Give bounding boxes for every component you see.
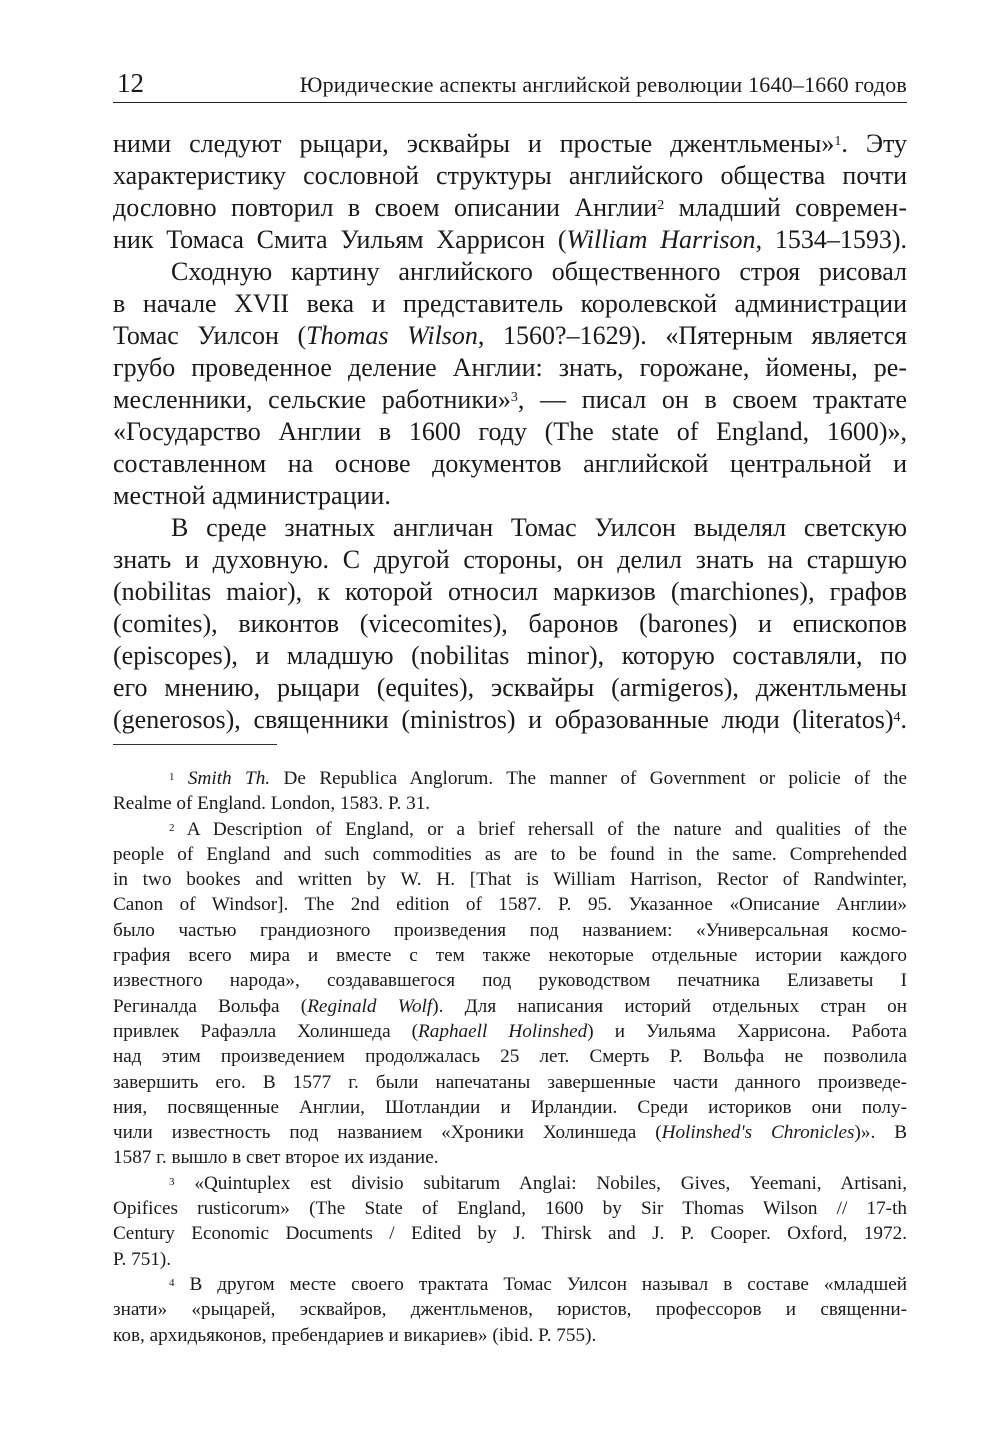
footnote-2: $^2$ A Description of England, or a brief rehersall of the nature and qualities of the people of England and such commodities as are to be found in the same. Comprehended in two bookes and written by W. H. [That is William Harrison, Rector of Randwinter, Canon of Windsor]. The 2nd edition of 1587. P. 95. Указанное «Описание Англии» было частью грандиозного произведения под названием: «Универсальная космо- графия всего мира и вместе с тем также некоторые отдельные истории каждого известного народа», создававшегося под руководством печатника Елизаветы I Региналда Вольфа (Reginald Wolf). Для написания историй отдельных стран он привлек Рафаэлла Холиншеда (Raphaell Holinshed) и Уильяма Харрисона. Работа над этим произведением продолжалась 25 лет. Смерть Р. Вольфа не позволила завершить его. В 1577 г. были напечатаны завершенные части данного произведе- ния, посвященные Англии, Шотландии и Ирландии. Среди историков они полу- чили известность под названием «Хроники Холиншеда (Holinshed's Chronicles)». В 1587 г. вышло в свет второе их издание. (113, 818, 907, 1169)
paragraph-3: В среде знатных англичан Томас Уилсон выделял светскую знать и духовную. С другой стороны, он делил знать на старшую (nobilitas maior), к которой относил маркизов (marchiones), графов (comites), виконтов (vicecomites), баронов (barones) и епископов (episcopes), и младшую (nobilitas minor), которую составляли, по его мнению, рыцари (equites), эсквайры (armigeros), джентльмены (generosos), священники (ministros) и образованные люди (literatos)$^4$. (113, 513, 907, 734)
running-title: Юридические аспекты английской революции 1640–1660 годов (299, 72, 907, 97)
footnote-3: $^3$ «Quintuplex est divisio subitarum Anglai: Nobiles, Gives, Yeemani, Artisani, Opifices rusticorum» (The State of England, 1600 by Sir Thomas Wilson // 17-th Century Economic Documents / Edited by J. Thirsk and J. P. Cooper. Oxford, 1972. P. 751). (113, 1172, 907, 1270)
footnote-separator (113, 744, 277, 745)
paragraph-1: ними следуют рыцари, эсквайры и простые джентльмены»$^1$. Эту характеристику сословной структуры английского общества почти дословно повторил в своем описании Англии$^2$ младший современ- ник Томаса Смита Уильям Харрисон (William Harrison, 1534–1593). (113, 129, 908, 254)
page-header (113, 66, 907, 103)
main-text (113, 128, 907, 736)
footnote-ref-4[interactable]: 4 (893, 710, 901, 725)
footnote-ref-2[interactable]: 2 (657, 198, 665, 213)
footnote-ref-3[interactable]: 3 (510, 390, 518, 405)
footnote-1: $^1$ Smith Th. De Republica Anglorum. The manner of Government or policie of the Realme of England. London, 1583. P. 31. (113, 768, 907, 815)
footnote-ref-1[interactable]: 1 (834, 134, 842, 149)
footnote-4: $^4$ В другом месте своего трактата Томас Уилсон называл в составе «младшей знати» «рыцарей, эсквайров, джентльменов, юристов, профессоров и священни- ков, архидьяконов, пребендариев и викариев» (ibid. P. 755). (113, 1273, 907, 1346)
footnotes (113, 766, 907, 1348)
page-number: 12 (117, 68, 144, 98)
paragraph-2: Сходную картину английского общественного строя рисовал в начале XVII века и представитель королевской администрации Томас Уилсон (Thomas Wilson, 1560?–1629). «Пятерным является грубо проведенное деление Англии: знать, горожане, йомены, ре- месленники, сельские работники»$^3$, — писал он в своем трактате «Государство Англии в 1600 году (The state of England, 1600)», составленном на основе документов английской центральной и местной администрации. (113, 257, 907, 510)
